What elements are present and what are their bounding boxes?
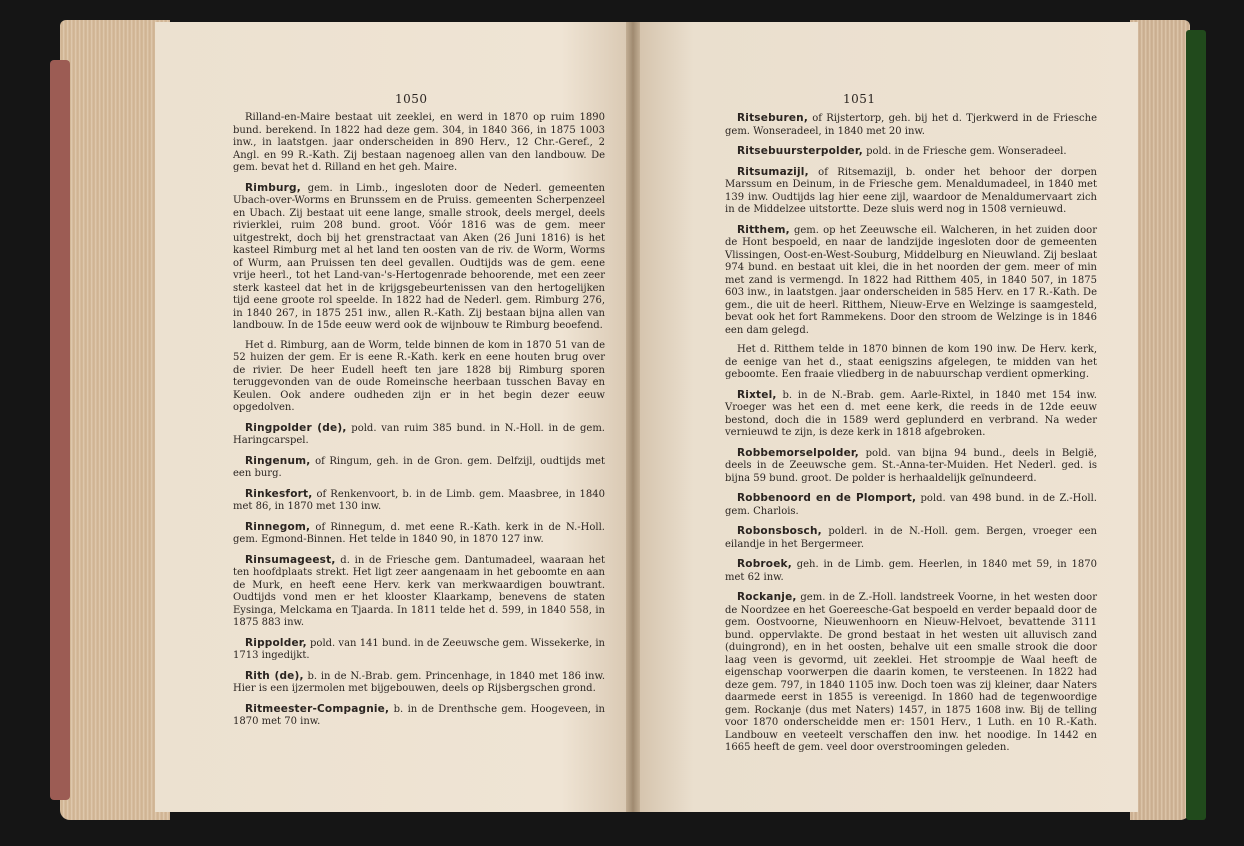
entry-text: pold. van bijna 94 bund., deels in België, deels in de Zeeuwsche gem. St.-Anna-ter-Muiden. Het Nederl. ged. is bijna 59 bund. groot. De polder is herhaaldelijk geïnundeerd.: [725, 447, 1097, 484]
entry-headword: Robbenoord en de Plomport,: [737, 492, 917, 504]
entry-headword: Ringenum,: [245, 454, 311, 467]
entry-text: Rilland-en-Maire bestaat uit zeeklei, en werd in 1870 op ruim 1890 bund. berekend. In 1822 had deze gem. 304, in 1840 366, in 1875 1003 inw., in laatstgen. jaar onderscheiden in 890 Herv., 12 Chr.-Geref., 2 Angl. en 99 R.-Kath. Zij bestaan nagenoeg allen van den landbouw. De gem. bevat het d. Rilland en het geh. Maire.: [233, 112, 605, 173]
dictionary-entry: [233, 637, 605, 663]
entry-text: pold. van 498 bund. in de Z.-Holl. gem. Charlois.: [725, 493, 1097, 517]
dictionary-entry: [233, 422, 605, 448]
dictionary-entry: [233, 521, 605, 547]
dictionary-entry: [233, 112, 605, 175]
right-page: [633, 22, 1138, 812]
entry-text: b. in de N.-Brab. gem. Aarle-Rixtel, in 1840 met 154 inw. Vroeger was het een d. met eene kerk, die reeds in de 12de eeuw bestond, doch die in 1589 werd geplunderd en verbrand. Na weder vernieuwd te zijn, is deze kerk in 1818 afgebroken.: [725, 389, 1097, 438]
entry-headword: Rinkesfort,: [245, 487, 313, 500]
entry-headword: Ringpolder (de),: [245, 421, 347, 434]
dictionary-entry: [725, 389, 1097, 440]
entry-text: pold. van ruim 385 bund. in N.-Holl. in de gem. Haringcarspel.: [233, 422, 605, 446]
entry-headword: Rith (de),: [245, 669, 304, 682]
entry-text: of Ringum, geh. in de Gron. gem. Delfzijl, oudtijds met een burg.: [233, 455, 605, 479]
entry-headword: Ritsumazijl,: [737, 165, 809, 178]
entry-headword: Rixtel,: [737, 388, 777, 401]
dictionary-entry: [725, 447, 1097, 486]
entry-headword: Ritsebuursterpolder,: [737, 145, 863, 157]
entry-text: gem. in de Z.-Holl. landstreek Voorne, in het westen door de Noordzee en het Goereesche-Gat bespoeld en verder bepaald door de gem. Oostvoorne, Nieuwenhoorn en Nieuw-Helvoet, bevattende 3111 bund. oppervlakte. De grond bestaat in het westen uit alluvisch zand (duingrond), en in het oosten, behalve uit een smalle strook die door laag veen is gevormd, uit zeeklei. Het stroompje de Waal heeft de eigenschap voorwerpen die daarin komen, te versteenen. In 1822 had deze gem. 797, in 1840 1105 inw. Doch toen was zij kleiner, daar Naters daarmede eerst in 1855 is vereenigd. In 1860 had de tegenwoordige gem. Rockanje (dus met Naters) 1457, in 1875 1608 inw. Bij de telling voor 1870 onderscheidde men er: 1501 Herv., 1 Luth. en 10 R.-Kath. Landbouw en veeteelt verschaffen den inw. het noodige. In 1442 en 1665 heeft de gem. veel door overstroomingen geleden.: [725, 592, 1097, 753]
dictionary-entry: [725, 112, 1097, 138]
dictionary-entry: [725, 166, 1097, 217]
dictionary-entry: [725, 591, 1097, 755]
entry-headword: Ritmeester-Compagnie,: [245, 702, 390, 715]
entry-headword: Ritthem,: [737, 223, 790, 236]
entry-text: gem. in Limb., ingesloten door de Nederl. gemeenten Ubach-over-Worms en Brunssem en de Pruiss. gemeenten Scherpenzeel en Ubach. Zij bestaat uit eene lange, smalle strook, deels mergel, deels rivierklei, ruim 208 bund. groot. Vóór 1816 was de gem. meer uitgestrekt, doch bij het grenstractaat van Aken (26 Juni 1816) is het kasteel Rimburg met al het land ten oosten van de riv. de Worm, Worms of Wurm, aan Pruissen ten deel gevallen. Oudtijds was de gem. eene vrije heerl., tot het Land-van-'s-Hertogenrade behoorende, met een zeer sterk kasteel dat het in de krijgsgebeurtenissen van den hertogelijken tijd eene groote rol speelde. In 1822 had de Nederl. gem. Rimburg 276, in 1840 267, in 1875 251 inw., allen R.-Kath. Zij bestaan bijna allen van landbouw. In de 15de eeuw werd ook de wijnbouw te Rimburg beoefend.: [233, 182, 605, 331]
dictionary-entry: [233, 554, 605, 630]
entry-headword: Robonsbosch,: [737, 525, 822, 537]
entry-text: gem. op het Zeeuwsche eil. Walcheren, in het zuiden door de Hont bespoeld, en naar de landzijde ingesloten door de gemeenten Vlissingen, Oost-en-West-Souburg, Middelburg en Nieuwland. Zij beslaat 974 bund. en bestaat uit klei, die in het noorden der gem. meer of min met zand is vermengd. In 1822 had Ritthem 405, in 1840 507, in 1875 603 inw., in laatstgen. jaar onderscheiden in 585 Herv. en 17 R.-Kath. De gem., die uit de heerl. Ritthem, Nieuw-Erve en Welzinge is saamgesteld, bevat ook het fort Rammekens. Door den stroom de Welzinge is in 1846 een dam gelegd.: [725, 224, 1097, 336]
entry-continuation: Het d. Rimburg, aan de Worm, telde binnen de kom in 1870 51 van de 52 huizen der gem. Er is eene R.-Kath. kerk en eene houten brug over de rivier. De heer Eudell heeft ten jare 1828 bij Rimburg sporen teruggevonden van de oude Romeinsche heerbaan tusschen Bavay en Keulen. Ook andere oudheden zijn er in het begin dezer eeuw opgedolven.: [233, 339, 605, 413]
left-page-edges: [60, 20, 170, 820]
left-page: [155, 22, 633, 812]
dictionary-entry: [725, 558, 1097, 584]
dictionary-entry: [233, 703, 605, 729]
dictionary-entry: [725, 525, 1097, 551]
dictionary-entry: [725, 145, 1097, 159]
dictionary-entry: [233, 488, 605, 514]
right-column: [725, 112, 1097, 762]
dictionary-entry: [233, 670, 605, 696]
entry-text: of Rijstertorp, geh. bij het d. Tjerkwerd in de Friesche gem. Wonseradeel, in 1840 met 20 inw.: [725, 113, 1097, 137]
entry-text: of Rinnegum, d. met eene R.-Kath. kerk in de N.-Holl. gem. Egmond-Binnen. Het telde in 1840 90, in 1870 127 inw.: [233, 521, 605, 545]
entry-text: b. in de N.-Brab. gem. Princenhage, in 1840 met 186 inw. Hier is een ijzermolen met bijgebouwen, deels op Rijsbergschen grond.: [233, 670, 605, 694]
entry-headword: Rimburg,: [245, 181, 301, 194]
entry-text: d. in de Friesche gem. Dantumadeel, waaraan het ten hoofdplaats strekt. Het ligt zeer aangenaam in het geboomte en aan de Murk, en heeft eene Herv. kerk van merkwaardigen bouwtrant. Oudtijds vond men er het klooster Klaarkamp, benevens de staten Eysinga, Melckama en Tjaarda. In 1811 telde het d. 599, in 1840 558, in 1875 883 inw.: [233, 554, 605, 628]
entry-text: pold. van 141 bund. in de Zeeuwsche gem. Wissekerke, in 1713 ingedijkt.: [233, 637, 605, 661]
entry-headword: Rippolder,: [245, 636, 307, 649]
dictionary-entry: [725, 224, 1097, 338]
entry-headword: Ritseburen,: [737, 112, 809, 124]
entry-headword: Robroek,: [737, 558, 792, 570]
right-page-edges: [1130, 20, 1190, 820]
entry-text: of Ritsemazijl, b. onder het behoor der dorpen Marssum en Deinum, in de Friesche gem. Menaldumadeel, in 1840 met 139 inw. Oudtijds lag hier eene zijl, waardoor de Menaldumervaart zich in de Middelzee uitstortte. Deze sluis werd nog in 1508 vernieuwd.: [725, 166, 1097, 215]
dictionary-entry: [233, 182, 605, 333]
entry-text: geh. in de Limb. gem. Heerlen, in 1840 met 59, in 1870 met 62 inw.: [725, 559, 1097, 583]
left-column: [233, 112, 605, 736]
entry-text: polderl. in de N.-Holl. gem. Bergen, vroeger een eilandje in het Bergermeer.: [725, 526, 1098, 550]
entry-headword: Rinsumageest,: [245, 553, 336, 566]
entry-text: of Renkenvoort, b. in de Limb. gem. Maasbree, in 1840 met 86, in 1870 met 130 inw.: [233, 488, 605, 512]
dictionary-entry: [233, 455, 605, 481]
page-number-right: 1051: [843, 92, 876, 106]
page-number-left: 1050: [395, 92, 428, 106]
entry-headword: Robbemorselpolder,: [737, 446, 859, 459]
dictionary-entry: [725, 492, 1097, 518]
entry-text: b. in de Drenthsche gem. Hoogeveen, in 1870 met 70 inw.: [233, 703, 606, 727]
book-gutter: [626, 22, 640, 812]
entry-continuation: Het d. Ritthem telde in 1870 binnen de kom 190 inw. De Herv. kerk, de eenige van het d., staat eenigszins afgelegen, te midden van het geboomte. Een fraaie vliedberg in de nabuurschap verdient opmerking.: [725, 344, 1097, 380]
entry-text: pold. in de Friesche gem. Wonseradeel.: [866, 146, 1067, 157]
entry-headword: Rinnegom,: [245, 520, 311, 533]
entry-headword: Rockanje,: [737, 591, 797, 603]
